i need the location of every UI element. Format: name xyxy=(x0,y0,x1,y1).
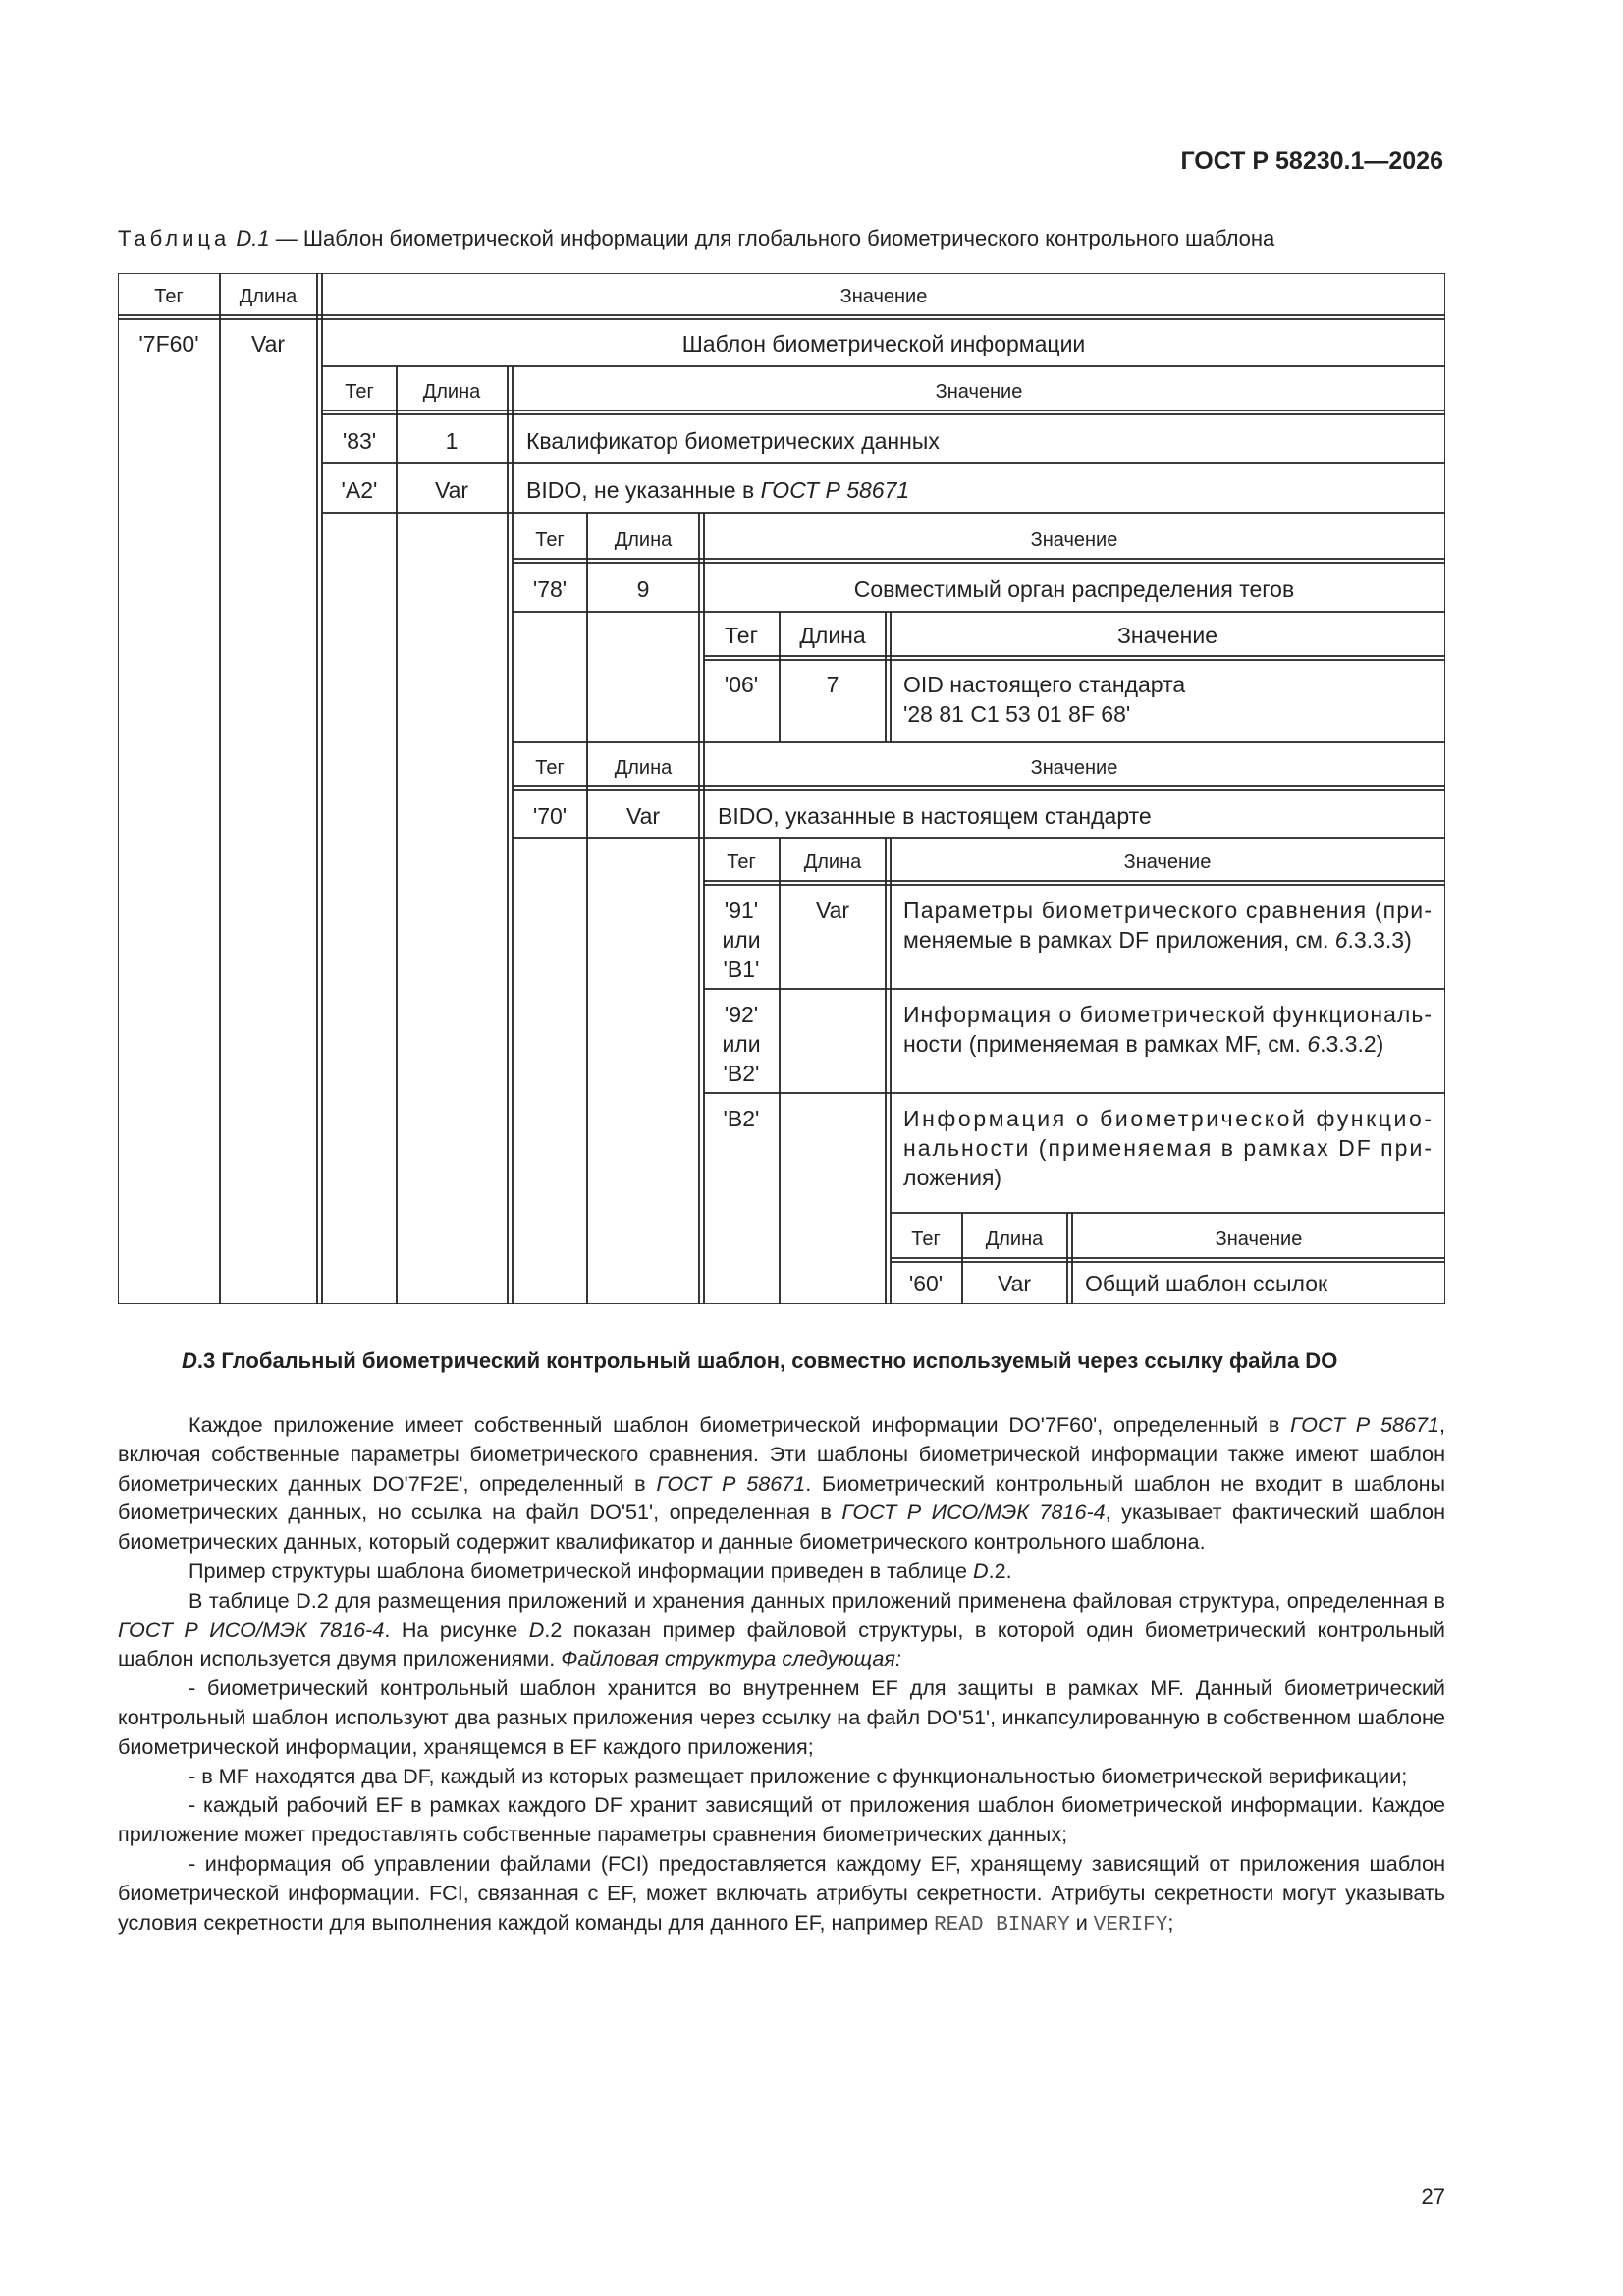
cell-length: Var xyxy=(250,331,286,356)
table-reference: D xyxy=(973,1558,989,1583)
standard-reference: ГОСТ Р ИСО/МЭК 7816-4 xyxy=(841,1500,1106,1525)
cell-value: нальности (применяемая в рамках DF при- xyxy=(903,1135,1432,1161)
header-length: Длина xyxy=(614,757,673,779)
cell-length: 7 xyxy=(826,672,839,697)
text: ; xyxy=(1167,1909,1174,1935)
header-tag: Тег xyxy=(911,1229,941,1250)
cell-tag: 'B2' xyxy=(723,1061,760,1086)
cell-tag: '60' xyxy=(908,1271,944,1296)
section-title: Глобальный биометрический контрольный шаблон, совместно используемый через ссылку файла DO xyxy=(215,1348,1338,1373)
caption-prefix: Таблица xyxy=(118,226,231,250)
body-text xyxy=(118,1410,1445,1940)
header-tag: Тег xyxy=(727,851,756,873)
text: и xyxy=(1069,1909,1094,1935)
cell-length: Var xyxy=(997,1271,1032,1296)
text: , указывает фактический шаблон биометрических данных, который содержит квалификатор и данные биометрического контрольного шаблона. xyxy=(118,1500,1445,1555)
header-length: Длина xyxy=(985,1229,1044,1250)
section-letter: D xyxy=(182,1348,197,1373)
cell-tag: 'A2' xyxy=(341,477,378,503)
cell-value: Информация о биометрической функцио- xyxy=(903,1106,1432,1131)
command-name: READ BINARY xyxy=(934,1913,1070,1937)
text: Пример структуры шаблона биометрической информации приведен в таблице xyxy=(189,1558,973,1583)
text: .2 показан пример файловой структуры, в которой один биометрический контрольный шаблон используется двумя приложениями. xyxy=(118,1616,1445,1671)
cell-value xyxy=(526,477,909,503)
value-text: ности (применяемая в рамках MF, см. xyxy=(903,1031,1308,1057)
cell-value: Шаблон биометрической информации xyxy=(681,331,1086,356)
section-number: .3 xyxy=(196,1348,216,1373)
standard-reference: ГОСТ Р 58671 xyxy=(760,477,910,503)
document-code: ГОСТ Р 58230.1—2026 xyxy=(1180,147,1443,175)
header-value: Значение xyxy=(1123,851,1212,873)
header-length: Длина xyxy=(614,529,673,551)
cell-tag: '78' xyxy=(532,576,568,602)
cell-value: Квалификатор биометрических данных xyxy=(526,428,940,454)
cell-length: Var xyxy=(434,477,469,503)
text: Каждое приложение имеет собственный шаблон биометрической информации DO'7F60', определенный в xyxy=(189,1412,1291,1437)
header-length: Длина xyxy=(422,381,481,403)
cell-value: Параметры биометрического сравнения (при- xyxy=(903,898,1432,923)
header-tag: Тег xyxy=(154,286,184,307)
cell-tag: 'B1' xyxy=(723,957,760,982)
header-tag: Тег xyxy=(345,381,374,403)
table-caption xyxy=(118,226,1445,251)
header-length: Длина xyxy=(799,623,866,648)
italic-text: Файловая структура следующая: xyxy=(561,1646,901,1671)
header-length: Длина xyxy=(239,286,298,307)
cell-value: OID настоящего стандарта xyxy=(903,672,1186,697)
caption-number: D.1 xyxy=(236,226,270,250)
cell-value xyxy=(903,927,1412,953)
cell-tag: '91' xyxy=(724,898,759,923)
text: , включая собственные параметры биометрического сравнения. Эти шаблоны биометрической информации также имеют шаблон биометрических данных DO'7F2E', определенный в xyxy=(118,1412,1445,1496)
cell-tag: '7F60' xyxy=(138,331,199,356)
cell-value: '28 81 C1 53 01 8F 68' xyxy=(903,701,1131,727)
cell-value xyxy=(903,1031,1383,1057)
value-text: .3.3.2) xyxy=(1320,1031,1384,1057)
header-value: Значение xyxy=(1030,757,1118,779)
paragraph xyxy=(118,1586,1445,1673)
cell-tag: 'B2' xyxy=(723,1106,760,1131)
cell-tag: или xyxy=(722,1031,761,1057)
figure-reference: D xyxy=(528,1616,545,1642)
cell-value: Совместимый орган распределения тегов xyxy=(853,576,1295,602)
clause-number: 6 xyxy=(1334,927,1348,953)
list-item: - каждый рабочий EF в рамках каждого DF хранит зависящий от приложения шаблон биометрической информации. Каждое приложение может предоставлять собственные параметры сравнения биометрических данных; xyxy=(118,1792,1445,1847)
cell-length: 9 xyxy=(636,576,650,602)
header-length: Длина xyxy=(803,851,862,873)
command-name: VERIFY xyxy=(1093,1913,1168,1937)
header-value: Значение xyxy=(935,381,1023,403)
value-text: .3.3.3) xyxy=(1347,927,1412,953)
cell-value: Общий шаблон ссылок xyxy=(1085,1271,1328,1296)
cell-length: Var xyxy=(815,898,850,923)
header-value: Значение xyxy=(1117,623,1217,648)
text: В таблице D.2 для размещения приложений и хранения данных приложений применена файловая структура, определенная в xyxy=(189,1587,1445,1613)
cell-value: ложения) xyxy=(903,1165,1002,1190)
cell-length: 1 xyxy=(445,428,459,454)
cell-length: Var xyxy=(625,803,661,829)
cell-tag: '92' xyxy=(724,1002,759,1027)
list-item: - в MF находятся два DF, каждый из которых размещает приложение с функциональностью биометрической верификации; xyxy=(189,1763,1408,1788)
cell-tag: '06' xyxy=(724,672,759,697)
cell-tag: '83' xyxy=(342,428,377,454)
text: . На рисунке xyxy=(384,1616,529,1642)
value-text: BIDO, не указанные в xyxy=(526,477,761,503)
standard-reference: ГОСТ Р 58671 xyxy=(1290,1412,1439,1437)
standard-reference: ГОСТ Р 58671 xyxy=(656,1470,806,1496)
cell-value: BIDO, указанные в настоящем стандарте xyxy=(718,803,1152,829)
header-value: Значение xyxy=(1215,1229,1303,1250)
header-value: Значение xyxy=(1030,529,1118,551)
cell-tag: или xyxy=(722,927,761,953)
section-heading xyxy=(182,1346,1399,1376)
caption-text: — Шаблон биометрической информации для глобального биометрического контрольного шаблона xyxy=(269,226,1275,250)
list-item: - биометрический контрольный шаблон хранится во внутреннем EF для защиты в рамках MF. Данный биометрический контрольный шаблон используют два разных приложения через ссылку на файл DO'51', инкапсулированную в собственном шаблоне биометрической информации, хранящемся в EF каждого приложения; xyxy=(118,1675,1445,1759)
clause-number: 6 xyxy=(1307,1031,1321,1057)
text: - информация об управлении файлами (FCI) предоставляется каждому EF, хранящему зависящий от приложения шаблон биометрической информации. FCI, связанная с EF, может включать атрибуты секретности. Атрибуты секретности могут указывать условия секретности для выполнения каждой команды для данного EF, например xyxy=(118,1850,1445,1935)
text: . Биометрический контрольный шаблон не входит в шаблоны биометрических данных, но ссылка на файл DO'51', определенная в xyxy=(118,1470,1446,1525)
value-text: меняемые в рамках DF приложения, см. xyxy=(903,927,1335,953)
cell-tag: '70' xyxy=(532,803,568,829)
header-tag: Тег xyxy=(535,529,565,551)
header-tag: Тег xyxy=(535,757,565,779)
page-number: 27 xyxy=(1421,2184,1445,2209)
paragraph xyxy=(118,1557,1445,1586)
biometric-template-table xyxy=(118,273,1445,1304)
list-item xyxy=(118,1849,1445,1940)
paragraph xyxy=(118,1410,1445,1557)
text: .2. xyxy=(988,1558,1012,1583)
header-value: Значение xyxy=(839,286,928,307)
header-tag: Тег xyxy=(725,623,758,648)
cell-value: Информация о биометрической функциональ- xyxy=(903,1002,1432,1027)
standard-reference: ГОСТ Р ИСО/МЭК 7816-4 xyxy=(118,1616,385,1642)
